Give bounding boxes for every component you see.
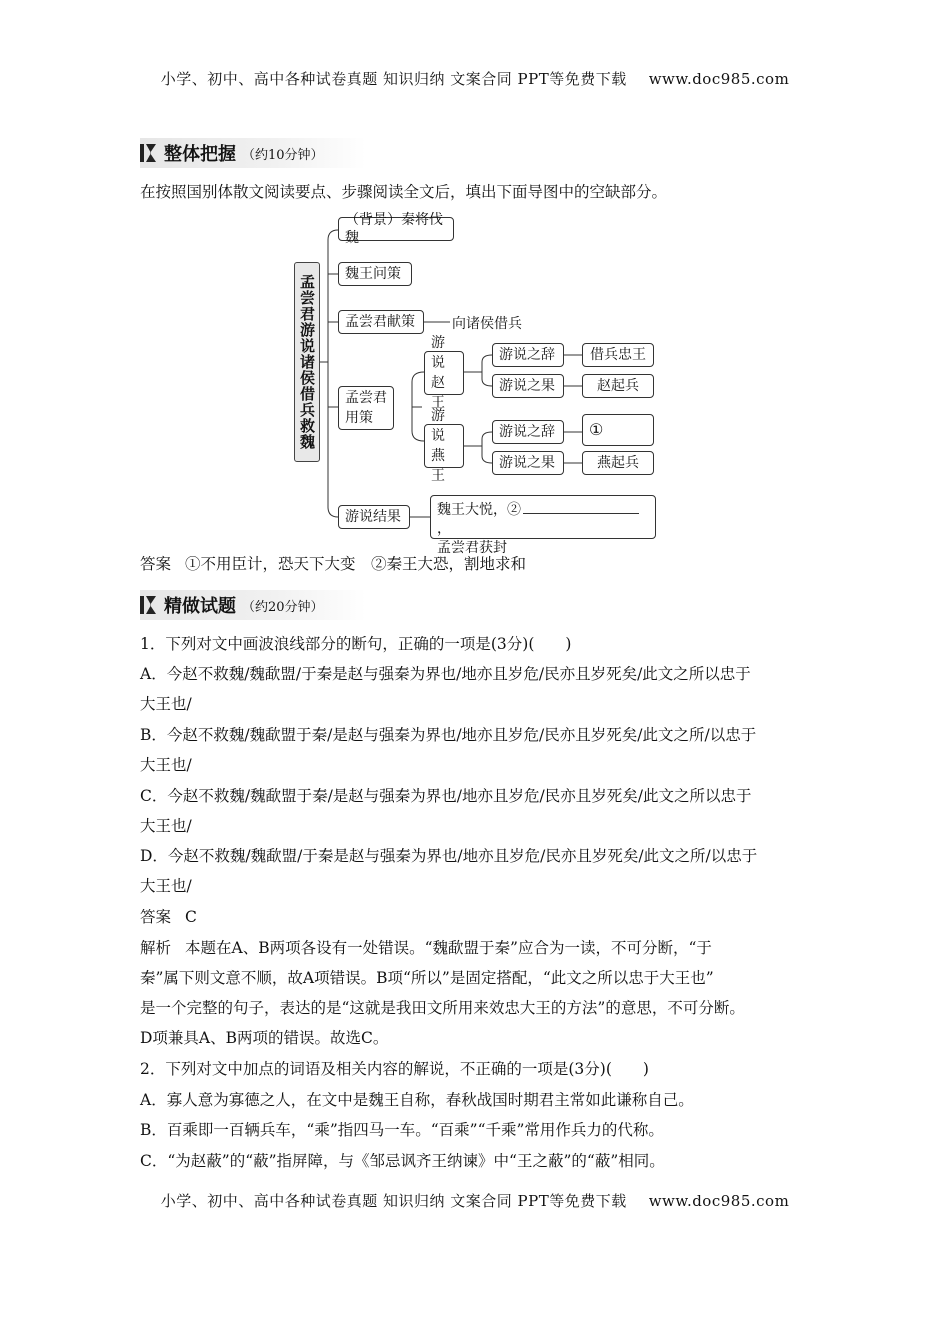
answer-1 bbox=[140, 549, 812, 579]
answer-value: C bbox=[185, 908, 197, 926]
node-use-label: 孟尝君用策 bbox=[345, 390, 387, 426]
option-d-line-1: D．今赵不救魏/魏歃盟/于秦是赵与强秦为界也/地亦且岁危/民亦且岁死矣/此文之所/以忠于 bbox=[140, 847, 758, 865]
node-zhao-label: 游说赵王 bbox=[431, 335, 445, 411]
option-b-line-1: B．今赵不救魏/魏歃盟于秦/是赵与强秦为界也/地亦且岁危/民亦且岁死矣/此文之所/以忠于 bbox=[140, 726, 757, 744]
option-a-line-1: A．今赵不救魏/魏歃盟/于秦是赵与强秦为界也/地亦且岁危/民亦且岁死矣/此文之所以忠于 bbox=[140, 665, 751, 683]
node-plan-label: 孟尝君献策 bbox=[345, 314, 415, 330]
header-text: 小学、初中、高中各种试卷真题 知识归纳 文案合同 PPT等免费下载 bbox=[160, 70, 627, 88]
outcome-line-1 bbox=[437, 499, 649, 539]
question-1-stem: 1．下列对文中画波浪线部分的断句，正确的一项是(3分)( ) bbox=[140, 635, 572, 653]
analysis-line-2: 秦”属下则文意不顺，故A项错误。B项“所以”是固定搭配，“此文之所以忠于大王也” bbox=[140, 969, 714, 987]
node-use bbox=[338, 386, 394, 430]
root-label: 孟尝君游说诸侯借兵救魏 bbox=[298, 274, 316, 450]
blank-marker-1: ① bbox=[589, 420, 604, 439]
blank-line-2 bbox=[523, 499, 639, 514]
node-background bbox=[338, 212, 454, 246]
node-zhao-result bbox=[492, 374, 564, 398]
question-1-analysis bbox=[140, 933, 812, 1053]
section-title: 整体把握 bbox=[164, 144, 236, 165]
question-2-option-b: B．百乘即一百辆兵车，“乘”指四马一车。“百乘”“千乘”常用作兵力的代称。 bbox=[140, 1121, 664, 1139]
root-node bbox=[294, 262, 320, 462]
section-time: （约20分钟） bbox=[242, 599, 324, 615]
page-header bbox=[0, 68, 950, 89]
answer-1-label: 答案 bbox=[140, 555, 172, 573]
section-time: （约10分钟） bbox=[242, 147, 324, 163]
node-yan-speech-label: 游说之辞 bbox=[499, 424, 555, 440]
question-1-option-c bbox=[140, 781, 812, 841]
section-title: 精做试题 bbox=[164, 596, 236, 617]
outcome-line-1-comma: ， bbox=[437, 521, 451, 537]
question-2-option-c: C．“为赵蔽”的“蔽”指屏障，与《邹忌讽齐王纳谏》中“王之蔽”的“蔽”相同。 bbox=[140, 1152, 665, 1170]
node-yan-result-label: 游说之果 bbox=[499, 455, 555, 471]
section-heading-practice bbox=[140, 590, 366, 620]
node-ask bbox=[338, 262, 412, 286]
node-zhao-speech-value-label: 借兵忠王 bbox=[590, 347, 646, 363]
option-c-line-1: C．今赵不救魏/魏歃盟于秦/是赵与强秦为界也/地亦且岁危/民亦且岁死矣/此文之所以忠于 bbox=[140, 787, 752, 805]
question-1-option-a bbox=[140, 659, 812, 719]
node-outcome bbox=[338, 505, 410, 529]
analysis-line-4: D项兼具A、B两项的错误。故选C。 bbox=[140, 1029, 389, 1047]
node-zhao-result-value-label: 赵起兵 bbox=[597, 378, 639, 394]
node-zhao-speech-value bbox=[582, 343, 654, 367]
answer-label: 答案 bbox=[140, 908, 172, 926]
page-footer bbox=[0, 1190, 950, 1211]
instruction-text: 在按照国别体散文阅读要点、步骤阅读全文后，填出下面导图中的空缺部分。 bbox=[140, 183, 668, 201]
question-1-answer bbox=[140, 902, 812, 932]
option-d-line-2: 大王也/ bbox=[140, 877, 192, 895]
node-zhao bbox=[424, 335, 464, 411]
node-yan bbox=[424, 408, 464, 484]
node-background-label: （背景）秦将伐魏 bbox=[345, 212, 443, 246]
section-heading-overall bbox=[140, 138, 366, 168]
question-1-option-b bbox=[140, 720, 812, 780]
node-plan-detail: 向诸侯借兵 bbox=[452, 316, 522, 332]
node-outcome-detail bbox=[430, 495, 656, 556]
node-yan-speech-blank bbox=[582, 414, 654, 446]
node-plan bbox=[338, 310, 424, 334]
node-zhao-speech bbox=[492, 343, 564, 367]
node-zhao-result-label: 游说之果 bbox=[499, 378, 555, 394]
option-a-line-2: 大王也/ bbox=[140, 695, 192, 713]
option-c-line-2: 大王也/ bbox=[140, 817, 192, 835]
analysis-line-1: 本题在A、B两项各设有一处错误。“魏歃盟于秦”应合为一读，不可分断，“于 bbox=[185, 939, 712, 957]
header-site: www.doc985.com bbox=[648, 70, 790, 88]
node-yan-result-value bbox=[582, 451, 654, 475]
analysis-label: 解析 bbox=[140, 939, 172, 957]
answer-1-text: ①不用臣计，恐天下大变 ②秦王大恐，割地求和 bbox=[185, 555, 527, 573]
question-2-stem: 2．下列对文中加点的词语及相关内容的解说，不正确的一项是(3分)( ) bbox=[140, 1060, 649, 1078]
node-zhao-speech-label: 游说之辞 bbox=[499, 347, 555, 363]
footer-text: 小学、初中、高中各种试卷真题 知识归纳 文案合同 PPT等免费下载 bbox=[160, 1192, 627, 1210]
node-zhao-result-value bbox=[582, 374, 654, 398]
option-b-line-2: 大王也/ bbox=[140, 756, 192, 774]
question-2-option-a: A．寡人意为寡德之人，在文中是魏王自称，春秋战国时期君主常如此谦称自己。 bbox=[140, 1091, 694, 1109]
node-yan-result bbox=[492, 451, 564, 475]
node-yan-result-value-label: 燕起兵 bbox=[597, 455, 639, 471]
node-yan-speech bbox=[492, 420, 564, 444]
footer-site: www.doc985.com bbox=[648, 1192, 790, 1210]
bookmark-icon bbox=[140, 143, 158, 163]
bookmark-icon bbox=[140, 595, 158, 615]
outcome-line-2: 孟尝君获封 bbox=[437, 540, 507, 556]
node-ask-label: 魏王问策 bbox=[345, 266, 401, 282]
node-outcome-label: 游说结果 bbox=[345, 509, 401, 525]
analysis-line-3: 是一个完整的句子，表达的是“这就是我田文所用来效忠大王的方法”的意思，不可分断。 bbox=[140, 999, 745, 1017]
question-1-option-d bbox=[140, 841, 812, 901]
mind-map bbox=[290, 210, 662, 556]
outcome-line-1-text: 魏王大悦，② bbox=[437, 502, 521, 518]
node-yan-label: 游说燕王 bbox=[431, 408, 445, 484]
